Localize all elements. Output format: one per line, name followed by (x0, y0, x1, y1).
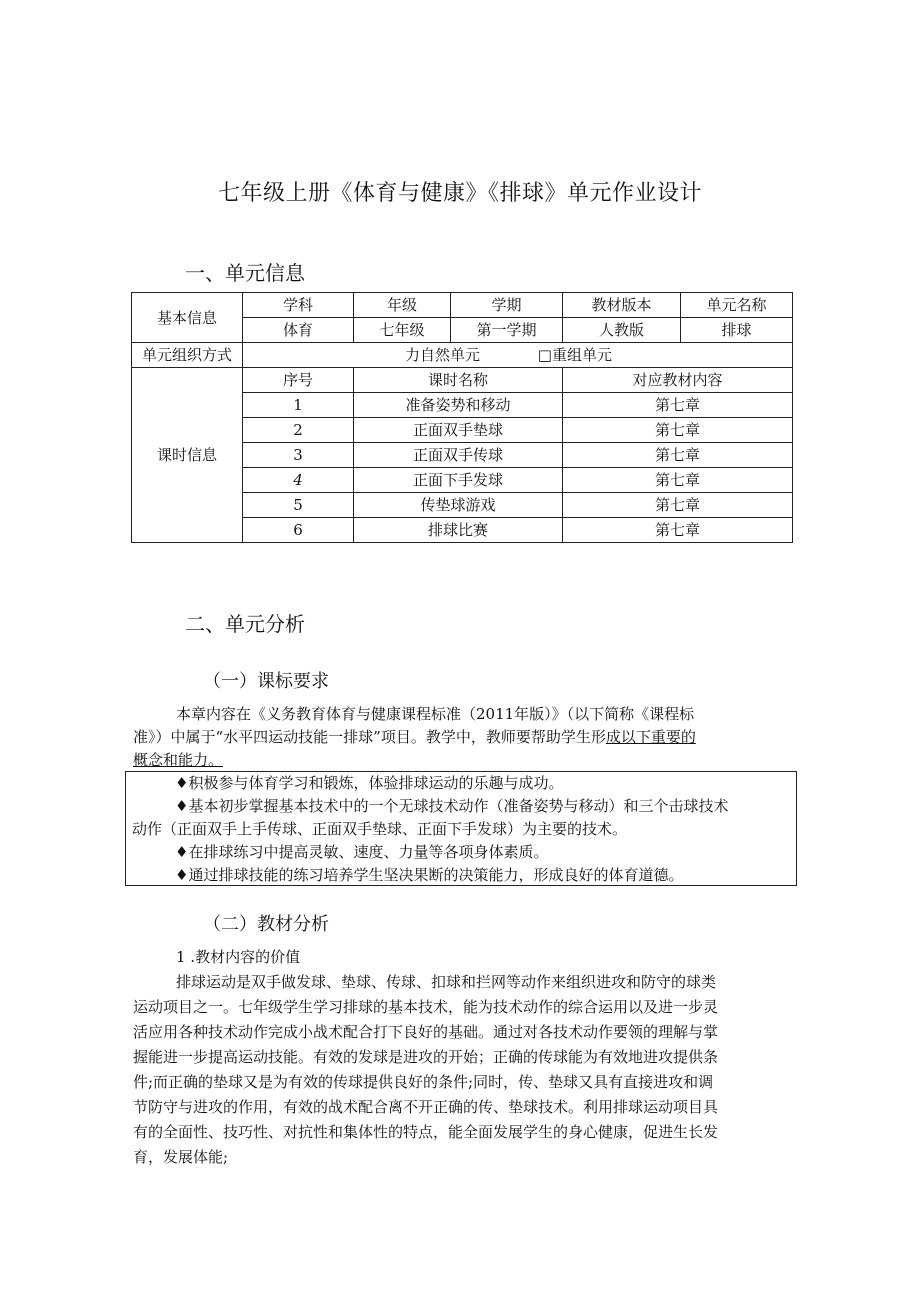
value-subject: 体育 (243, 318, 354, 343)
list-item: ♦通过排球技能的练习培养学生坚决果断的决策能力，形成良好的体育道德。 (175, 866, 684, 884)
header-edition: 教材版本 (563, 293, 681, 318)
value-grade: 七年级 (354, 318, 451, 343)
lessons-header-number: 序号 (243, 368, 354, 393)
value-unit-name: 排球 (681, 318, 793, 343)
curriculum-para-line2-underlined: 成以下重要的 (605, 728, 696, 746)
curriculum-para-line2 (133, 725, 696, 750)
lessons-header-content: 对应教材内容 (563, 368, 793, 393)
lesson-content: 第七章 (563, 493, 793, 518)
lesson-content: 第七章 (563, 393, 793, 418)
header-term: 学期 (451, 293, 563, 318)
subheading-material-analysis: （二）教材分析 (203, 914, 329, 935)
material-line: 运动项目之一。七年级学生学习排球的基本技术，能为技术动作的综合运用以及进一步灵 (133, 998, 719, 1016)
value-edition: 人教版 (563, 318, 681, 343)
list-item: ♦基本初步掌握基本技术中的一个无球技术动作（准备姿势与移动）和三个击球技术 (175, 797, 729, 815)
lesson-number: 3 (243, 443, 354, 468)
lesson-name: 排球比赛 (354, 518, 563, 543)
lesson-content: 第七章 (563, 518, 793, 543)
lesson-name: 正面下手发球 (354, 468, 563, 493)
basic-info-label: 基本信息 (132, 293, 243, 343)
curriculum-goals-box (125, 771, 797, 886)
material-line: 有的全面性、技巧性、对抗性和集体性的特点，能全面发展学生的身心健康，促进生长发 (133, 1123, 719, 1141)
lesson-name: 正面双手传球 (354, 443, 563, 468)
lesson-number: 2 (243, 418, 354, 443)
lesson-number: 4 (243, 468, 354, 493)
header-subject: 学科 (243, 293, 354, 318)
value-term: 第一学期 (451, 318, 563, 343)
material-line: 握能进一步提高运动技能。有效的发球是进攻的开始；正确的传球能为有效地进攻提供条 (133, 1048, 719, 1066)
material-line: 排球运动是双手做发球、垫球、传球、扣球和拦网等动作来组织进攻和防守的球类 (176, 973, 717, 991)
org-options (243, 343, 793, 368)
material-item1-title: 1 .教材内容的价值 (176, 948, 301, 966)
subheading-curriculum: （一）课标要求 (203, 671, 329, 692)
material-line: 活应用各种技术动作完成小战术配合打下良好的基础。通过对各技术动作要领的理解与掌 (133, 1023, 719, 1041)
org-option-regroup: □重组单元 (537, 346, 612, 364)
curriculum-para-line2-text: 准》）中属于“水平四运动技能一排球”项目。教学中，教师要帮助学生形 (133, 728, 606, 746)
lesson-content: 第七章 (563, 468, 793, 493)
lesson-number: 6 (243, 518, 354, 543)
lessons-label: 课时信息 (132, 368, 243, 543)
document-title: 七年级上册《体育与健康》《排球》单元作业设计 (217, 181, 702, 206)
header-unit-name: 单元名称 (681, 293, 793, 318)
lesson-number: 1 (243, 393, 354, 418)
lesson-number: 5 (243, 493, 354, 518)
lesson-content: 第七章 (563, 443, 793, 468)
org-label: 单元组织方式 (132, 343, 243, 368)
list-item: ♦在排球练习中提高灵敏、速度、力量等各项身体素质。 (175, 843, 549, 861)
section-heading-unit-info: 一、单元信息 (185, 261, 305, 285)
header-grade: 年级 (354, 293, 451, 318)
material-line: 节防守与进攻的作用，有效的战术配合离不开正确的传、垫球技术。利用排球运动项目具 (133, 1098, 719, 1116)
section-heading-unit-analysis: 二、单元分析 (185, 612, 305, 636)
lesson-name: 正面双手垫球 (354, 418, 563, 443)
list-item: ♦积极参与体育学习和锻炼，体验排球运动的乐趣与成功。 (175, 774, 564, 792)
material-line: 育，发展体能; (133, 1148, 229, 1166)
lessons-header-name: 课时名称 (354, 368, 563, 393)
curriculum-para-line1: 本章内容在《义务教育体育与健康课程标准（2011年版）》（以下简称《课程标 (176, 705, 695, 723)
lesson-name: 传垫球游戏 (354, 493, 563, 518)
lesson-content: 第七章 (563, 418, 793, 443)
curriculum-para-line3: 概念和能力。 (133, 751, 224, 769)
material-line: 件;而正确的垫球又是为有效的传球提供良好的条件;同时，传、垫球又具有直接进攻和调 (133, 1073, 714, 1091)
lesson-name: 准备姿势和移动 (354, 393, 563, 418)
list-item: 动作（正面双手上手传球、正面双手垫球、正面下手发球）为主要的技术。 (132, 820, 628, 838)
org-option-natural: 力自然单元 (405, 346, 481, 364)
unit-info-table (131, 292, 793, 543)
